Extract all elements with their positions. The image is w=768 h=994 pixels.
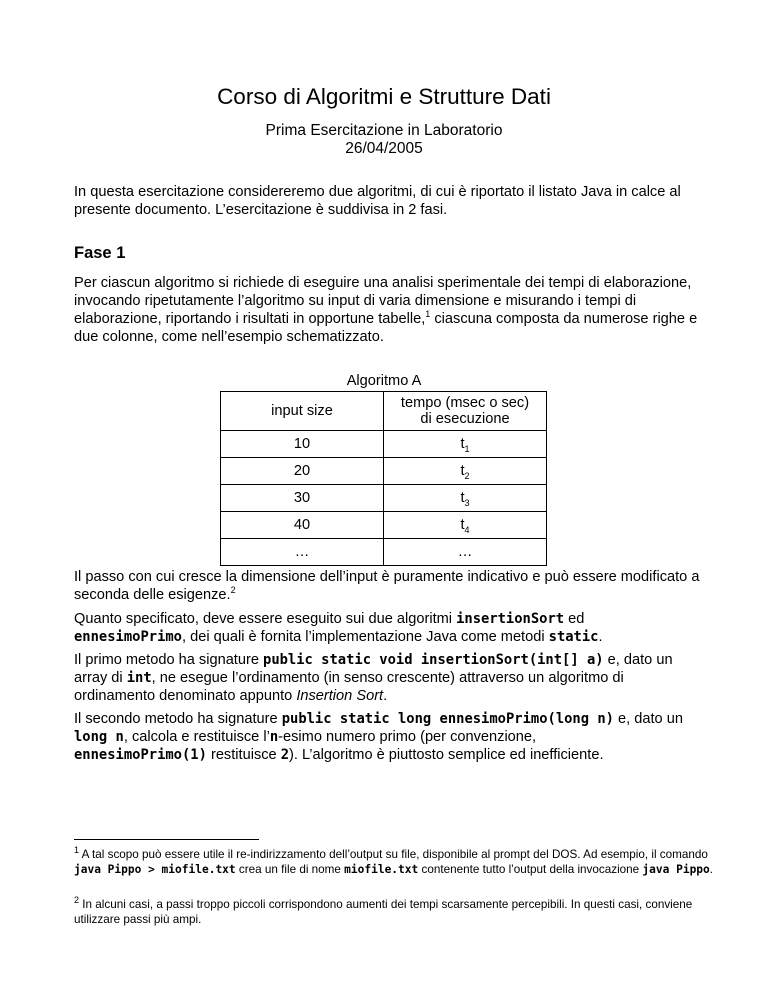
cell-time: $t_4$ bbox=[384, 512, 547, 539]
table-header-time: tempo (msec o sec) di esecuzione bbox=[384, 392, 547, 431]
cell-size: … bbox=[221, 539, 384, 566]
cell-size: 20 bbox=[221, 458, 384, 485]
table-row bbox=[221, 485, 547, 512]
document-date: 26/04/2005 bbox=[345, 140, 423, 157]
table-row bbox=[221, 512, 547, 539]
timing-table bbox=[220, 391, 547, 566]
cell-size: 40 bbox=[221, 512, 384, 539]
table-row bbox=[221, 539, 547, 566]
footnote-separator bbox=[74, 839, 259, 840]
table-row bbox=[221, 431, 547, 458]
document-title: Corso di Algoritmi e Strutture Dati bbox=[217, 84, 551, 109]
table-header-input-size: input size bbox=[221, 392, 384, 431]
intro-paragraph: In questa esercitazione considereremo due algoritmi, di cui è riportato il listato Java in calce al presente documento. L’esercitazione è suddivisa in 2 fasi. bbox=[74, 184, 681, 218]
fase1-paragraph-3: Quanto specificato, deve essere eseguito sui due algoritmi insertionSort ed ennesimoPrimo, dei quali è fornita l’implementazione Java come metodi static. bbox=[74, 611, 603, 645]
cell-time: $t_2$ bbox=[384, 458, 547, 485]
footnote-ref-2: 2 bbox=[230, 585, 236, 596]
table-header-row bbox=[221, 392, 547, 431]
cell-time: … bbox=[384, 539, 547, 566]
footnote-ref-1: 1 bbox=[425, 309, 431, 320]
cell-time: $t_3$ bbox=[384, 485, 547, 512]
table-row bbox=[221, 458, 547, 485]
cell-time: $t_1$ bbox=[384, 431, 547, 458]
cell-size: 30 bbox=[221, 485, 384, 512]
section-heading-fase1: Fase 1 bbox=[74, 244, 126, 262]
fase1-paragraph-5: Il secondo metodo ha signature public static long ennesimoPrimo(long n) e, dato un long n, calcola e restituisce l’n-esimo numero primo (per convenzione, ennesimoPrimo(1) restituisce 2). L’algoritmo è piuttosto semplice ed inefficiente. bbox=[74, 711, 683, 763]
footnote-1: $^1$ A tal scopo può essere utile il re-indirizzamento dell’output su file, disponibile al prompt del DOS. Ad esempio, il comando java Pippo > miofile.txt crea un file di nome miofile.txt contenente tutto l’output della invocazione java Pippo. bbox=[74, 845, 714, 876]
fase1-paragraph-2: Il passo con cui cresce la dimensione dell’input è puramente indicativo e può essere modificato a seconda delle esigenze.$^2$ bbox=[74, 569, 700, 603]
cell-size: 10 bbox=[221, 431, 384, 458]
document-subtitle: Prima Esercitazione in Laboratorio bbox=[265, 122, 503, 139]
fase1-paragraph-4: Il primo metodo ha signature public static void insertionSort(int[] a) e, dato un array di int, ne esegue l’ordinamento (in senso crescente) attraverso un algoritmo di ordinamento denominato appunto Insertion Sort. bbox=[74, 652, 673, 704]
table-caption: Algoritmo A bbox=[346, 373, 422, 389]
fase1-paragraph-1: Per ciascun algoritmo si richiede di eseguire una analisi sperimentale dei tempi di elaborazione, invocando ripetutamente l’algoritmo su input di varia dimensione e misurando i tempi di elaborazione, riportando i risultati in opportune tabelle,$^1$ ciascuna composta da numerose righe e due colonne, come nell’esempio schematizzato. bbox=[74, 275, 698, 345]
footnote-2: $^2$ In alcuni casi, a passi troppo piccoli corrispondono aumenti dei tempi scarsamente percepibili. In questi casi, conviene utilizzare passi più ampi. bbox=[74, 895, 693, 926]
